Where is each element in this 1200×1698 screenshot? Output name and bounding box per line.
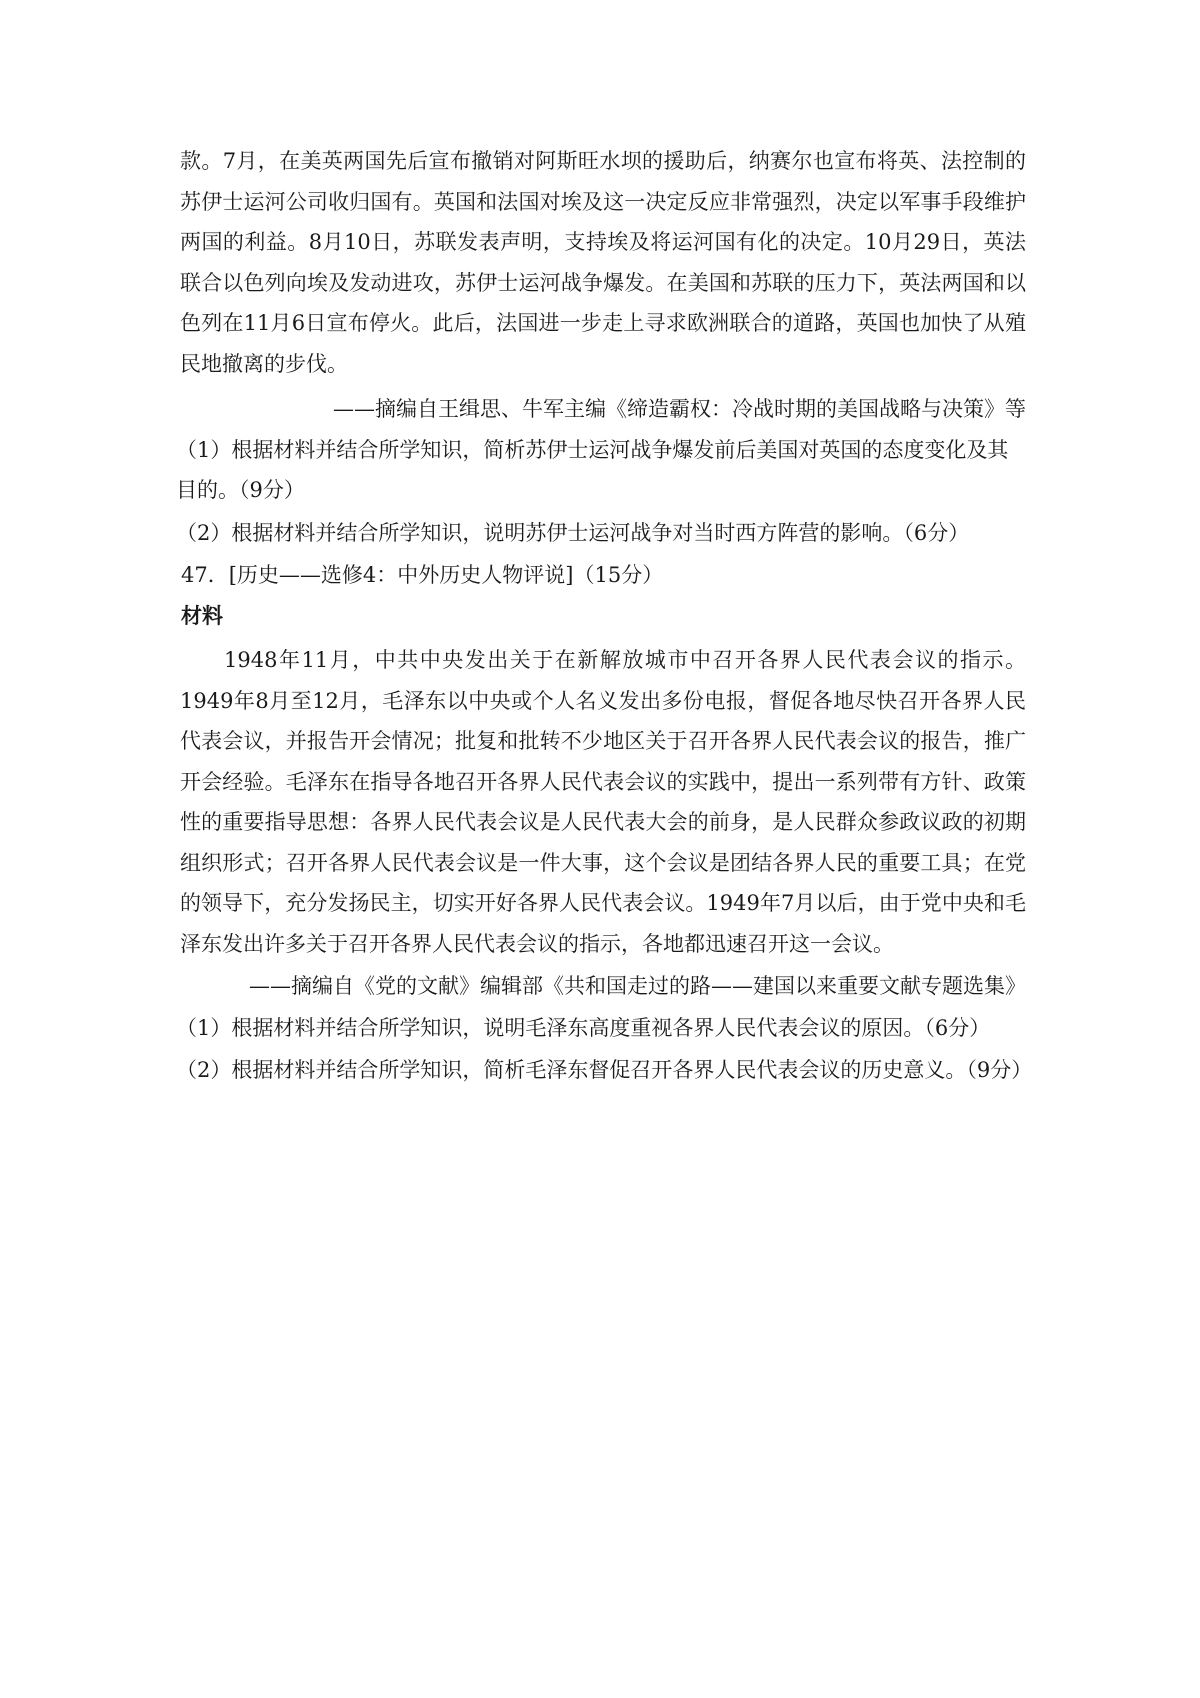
question-47-part-1: （1）根据材料并结合所学知识，说明毛泽东高度重视各界人民代表会议的原因。（6分） [176,1016,991,1040]
material-1-source: ——摘编自王缉思、牛军主编《缔造霸权：冷战时期的美国战略与决策》等 [333,397,1026,421]
material-2-source: ——摘编自《党的文献》编辑部《共和国走过的路——建国以来重要文献专题选集》 [249,974,1026,998]
material-1-text: 款。7月，在美英两国先后宣布撤销对阿斯旺水坝的援助后，纳赛尔也宣布将英、法控制的苏伊士运河公司收归国有。英国和法国对埃及这一决定反应非常强烈，决定以军事手段维护两国的利益。8月10日，苏联发表声明，支持埃及将运河国有化的决定。10月29日，英法联合以色列向埃及发动进攻，苏伊士运河战争爆发。在美国和苏联的压力下，英法两国和以色列在11月6日宣布停火。此后，法国进一步走上寻求欧洲联合的道路，英国也加快了从殖民地撤离的步伐。 [180,149,1026,376]
material-label: 材料 [181,603,223,628]
question-46-part-2: （2）根据材料并结合所学知识，说明苏伊士运河战争对当时西方阵营的影响。（6分） [176,521,970,545]
question-47-part-2: （2）根据材料并结合所学知识，简析毛泽东督促召开各界人民代表会议的历史意义。（9分） [176,1058,1033,1082]
question-47-heading: 47．[历史——选修4：中外历史人物评说]（15分） [181,563,664,587]
question-46-part-1: （1）根据材料并结合所学知识，简析苏伊士运河战争爆发前后美国对英国的态度变化及其目的。（9分） [176,438,1009,502]
material-2-text: 1948年11月，中共中央发出关于在新解放城市中召开各界人民代表会议的指示。1949年8月至12月，毛泽东以中央或个人名义发出多份电报，督促各地尽快召开各界人民代表会议，并报告开会情况；批复和批转不少地区关于召开各界人民代表会议的报告，推广开会经验。毛泽东在指导各地召开各界人民代表会议的实践中，提出一系列带有方针、政策性的重要指导思想：各界人民代表会议是人民代表大会的前身，是人民群众参政议政的初期组织形式；召开各界人民代表会议是一件大事，这个会议是团结各界人民的重要工具；在党的领导下，充分发扬民主，切实开好各界人民代表会议。1949年7月以后，由于党中央和毛泽东发出许多关于召开各界人民代表会议的指示，各地都迅速召开这一会议。 [180,648,1026,956]
